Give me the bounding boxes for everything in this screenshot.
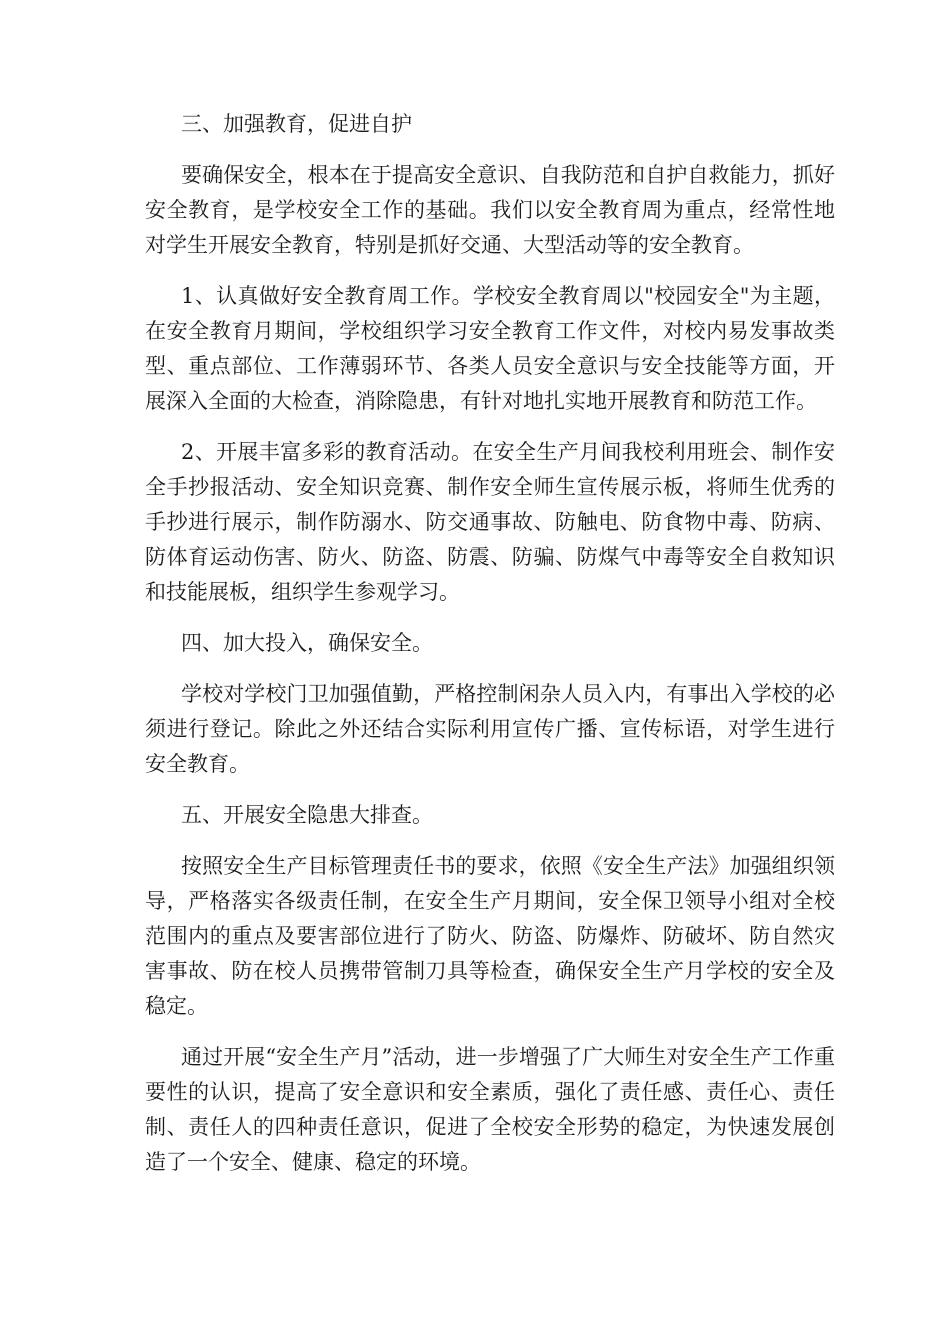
paragraph-guard: 学校对学校门卫加强值勤，严格控制闲杂人员入内，有事出入学校的必须进行登记。除此之外还结合实际利用宣传广播、宣传标语，对学生进行安全教育。 xyxy=(145,682,835,776)
paragraph-item-2: 2、开展丰富多彩的教育活动。在安全生产月间我校利用班会、制作安全手抄报活动、安全知识竞赛、制作安全师生宣传展示板，将师生优秀的手抄进行展示，制作防溺水、防交通事故、防触电、防食物中毒、防病、防体育运动伤害、防火、防盗、防震、防骗、防煤气中毒等安全自救知识和技能展板，组织学生参观学习。 xyxy=(145,440,835,604)
paragraph-item-1: 1、认真做好安全教育周工作。学校安全教育周以"校园安全"为主题，在安全教育月期间，学校组织学习安全教育工作文件，对校内易发事故类型、重点部位、工作薄弱环节、各类人员安全意识与安全技能等方面，开展深入全面的大检查，消除隐患，有针对地扎实地开展教育和防范工作。 xyxy=(145,284,835,413)
section-heading-5: 五、开展安全隐患大排查。 xyxy=(181,803,433,827)
section-heading-3: 三、加强教育，促进自护 xyxy=(181,112,412,136)
section-heading-4: 四、加大投入，确保安全。 xyxy=(181,631,433,655)
paragraph-conclusion: 通过开展“安全生产月”活动，进一步增强了广大师生对安全生产工作重要性的认识，提高了安全意识和安全素质，强化了责任感、责任心、责任制、责任人的四种责任意识，促进了全校安全形势的稳定，为快速发展创造了一个安全、健康、稳定的环境。 xyxy=(145,1045,835,1174)
paragraph-intro: 要确保安全，根本在于提高安全意识、自我防范和自护自救能力，抓好安全教育，是学校安全工作的基础。我们以安全教育周为重点，经常性地对学生开展安全教育，特别是抓好交通、大型活动等的安全教育。 xyxy=(145,163,835,257)
paragraph-inspection: 按照安全生产目标管理责任书的要求，依照《安全生产法》加强组织领导，严格落实各级责任制，在安全生产月期间，安全保卫领导小组对全校范围内的重点及要害部位进行了防火、防盗、防爆炸、防破坏、防自然灾害事故、防在校人员携带管制刀具等检查，确保安全生产月学校的安全及稳定。 xyxy=(145,854,835,1018)
document-body xyxy=(145,107,835,1196)
